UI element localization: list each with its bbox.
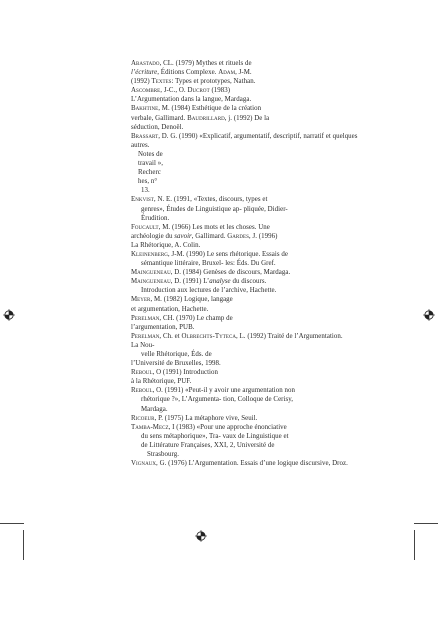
crop-mark-bottom-left-horizontal xyxy=(0,523,24,524)
reference-text: Recherc xyxy=(138,169,161,177)
reference-text: 13. xyxy=(141,187,150,195)
author-name: Perelman xyxy=(131,332,160,340)
bibliography-line xyxy=(131,350,363,359)
registration-mark-bottom-icon xyxy=(195,530,207,542)
reference-text: du sens métaphorique», Tra- vaux de Linguistique et xyxy=(141,432,289,440)
bibliography-line xyxy=(131,459,363,468)
crop-mark-bottom-left-vertical xyxy=(23,530,24,560)
reference-text: , D. G. (1990) «Explicatif, argumentatif, descriptif, narratif et quelques xyxy=(158,132,358,140)
bibliography-line xyxy=(131,205,363,214)
bibliography-line xyxy=(131,414,363,423)
bibliography-line xyxy=(131,186,363,195)
bibliography-list xyxy=(131,59,363,468)
reference-text: , CH. (1970) Le champ de xyxy=(159,314,233,322)
registration-mark-right-icon xyxy=(423,309,435,321)
bibliography-line xyxy=(131,441,363,450)
author-name: Baudrillard xyxy=(187,114,225,122)
bibliography-line xyxy=(131,104,363,113)
reference-text: , M. (1966) Les mots et les choses. Une xyxy=(158,223,270,231)
bibliography-line xyxy=(131,177,363,186)
reference-text: du discours. xyxy=(230,278,267,286)
bibliography-line xyxy=(131,332,363,341)
bibliography-line xyxy=(131,395,363,404)
reference-text: , Éditions Complexe. xyxy=(157,69,219,77)
author-name: Ascombre xyxy=(131,87,161,95)
reference-text: , J-M. xyxy=(235,69,252,77)
author-name: Kleinenberg xyxy=(131,250,168,258)
reference-text: (1992) xyxy=(131,78,152,86)
bibliography-line xyxy=(131,277,363,286)
bibliography-line xyxy=(131,432,363,441)
author-name: Textes xyxy=(151,78,172,86)
reference-text: Notes de xyxy=(138,150,163,158)
bibliography-line xyxy=(131,368,363,377)
bibliography-line xyxy=(131,159,363,168)
bibliography-line xyxy=(131,268,363,277)
bibliography-line xyxy=(131,314,363,323)
author-name: Foucault xyxy=(131,223,159,231)
reference-text: , J. (1996) xyxy=(248,232,278,240)
crop-mark-bottom-right-horizontal xyxy=(414,523,438,524)
reference-text: , O. (1991) «Peut-il y avoir une argumentation non xyxy=(152,387,296,395)
reference-text: verbale, Gallimard. xyxy=(131,114,188,122)
reference-text: , D. (1991) L’ xyxy=(170,278,210,286)
reference-text: , P. (1975) La métaphore vive, Seuil. xyxy=(154,414,258,422)
registration-mark-left-icon xyxy=(3,309,15,321)
reference-text: , L. (1992) Traité de l’Argumentation. xyxy=(236,332,343,340)
bibliography-line xyxy=(131,377,363,386)
reference-text: , CL. (1979) Mythes et rituels de xyxy=(159,60,252,67)
reference-text: de Littérature Françaises, XXI, 2, Université de xyxy=(141,441,275,449)
author-name: Ricoeur xyxy=(131,414,155,422)
reference-text: autres. xyxy=(131,141,150,149)
author-name: Abastado xyxy=(131,60,160,67)
bibliography-line xyxy=(131,132,363,141)
bibliography-line xyxy=(131,214,363,223)
reference-text: , J-C., O. xyxy=(160,87,188,95)
author-name: Tamba-Mecz xyxy=(131,423,169,431)
author-name: Vignaux xyxy=(131,460,157,468)
author-name: Enkvist xyxy=(131,196,154,204)
bibliography-line xyxy=(131,68,363,77)
italic-text: savoir xyxy=(174,232,192,240)
author-name: Maingueneau xyxy=(131,269,171,277)
reference-text: Érudition. xyxy=(141,214,170,222)
reference-text: , N. E. (1991, «Textes, discours, types et xyxy=(153,196,268,204)
author-name: Brassart xyxy=(131,132,159,140)
author-name: Gardes xyxy=(227,232,249,240)
bibliography-line xyxy=(131,114,363,123)
author-name: Reboul xyxy=(131,387,153,395)
reference-text: séduction, Denoël. xyxy=(131,123,184,131)
bibliography-line xyxy=(131,423,363,432)
reference-text: (1983) xyxy=(209,87,231,95)
reference-text: La Nou- xyxy=(131,341,155,349)
bibliography-line xyxy=(131,77,363,86)
bibliography-line xyxy=(131,241,363,250)
bibliography-line xyxy=(131,295,363,304)
author-name: Maingueneau xyxy=(131,278,171,286)
bibliography-line xyxy=(131,195,363,204)
author-name: Ducrot xyxy=(187,87,210,95)
reference-text: , J-M. (1990) Le sens rhétorique. Essais de xyxy=(167,250,288,258)
reference-text: Mardaga. xyxy=(141,405,168,413)
reference-text: , D. (1984) Genèses de discours, Mardaga. xyxy=(170,269,291,277)
bibliography-line xyxy=(131,123,363,132)
bibliography-line xyxy=(131,259,363,268)
reference-text: et argumentation, Hachette. xyxy=(131,305,209,313)
bibliography-line xyxy=(131,150,363,159)
author-name: Perelman xyxy=(131,314,160,322)
bibliography-line xyxy=(131,95,363,104)
reference-text: , M. (1984) Esthétique de la création xyxy=(158,105,262,113)
reference-text: travail », xyxy=(138,160,163,168)
bibliography-line xyxy=(131,168,363,177)
bibliography-line xyxy=(131,341,363,350)
bibliography-line xyxy=(131,405,363,414)
reference-text: , O (1991) Introduction xyxy=(152,369,219,377)
bibliography-line xyxy=(131,323,363,332)
reference-text: , G. (1976) L’Argumentation. Essais d’une logique discursive, Droz. xyxy=(156,460,348,468)
reference-text: l’Université de Bruxelles, 1998. xyxy=(131,360,221,368)
reference-text: Strasbourg. xyxy=(147,451,180,459)
bibliography-line xyxy=(131,86,363,95)
italic-text: analyse xyxy=(209,278,231,286)
reference-text: hes, n° xyxy=(138,178,158,186)
bibliography-line xyxy=(131,286,363,295)
reference-text: , j. (1992) De la xyxy=(224,114,270,122)
reference-text: , Ch. et xyxy=(159,332,182,340)
bibliography-line xyxy=(131,250,363,259)
crop-mark-bottom-right-vertical xyxy=(414,530,415,560)
reference-text: rhétorique ?», L’Argumenta- tion, Colloque de Cerisy, xyxy=(141,396,294,404)
reference-text: La Rhétorique, A. Colin. xyxy=(131,241,201,249)
author-name: Adam xyxy=(218,69,236,77)
reference-text: , M. (1982) Logique, langage xyxy=(150,296,233,304)
bibliography-line xyxy=(131,450,363,459)
bibliography-line xyxy=(131,305,363,314)
reference-text: L’Argumentation dans la langue, Mardaga. xyxy=(131,96,252,104)
reference-text: à la Rhétorique, PUF. xyxy=(131,378,192,386)
bibliography-line xyxy=(131,223,363,232)
reference-text: archéologie du xyxy=(131,232,175,240)
bibliography-line xyxy=(131,59,363,68)
reference-text: l’argumentation, PUB. xyxy=(131,323,195,331)
author-name: Olbrechts-Tyteca xyxy=(181,332,236,340)
reference-text: sémantique littéraire, Bruxel- les: Éds. Du Gref. xyxy=(141,260,276,268)
reference-text: : Types et prototypes, Nathan. xyxy=(171,78,256,86)
reference-text: , Gallimard. xyxy=(191,232,228,240)
reference-text: , I (1983) «Pour une approche énonciative xyxy=(168,423,287,431)
author-name: Bakhtine xyxy=(131,105,159,113)
bibliography-line xyxy=(131,386,363,395)
reference-text: velle Rhétorique, Éds. de xyxy=(141,351,212,358)
author-name: Meyer xyxy=(131,296,151,304)
author-name: Reboul xyxy=(131,369,153,377)
italic-text: l’écriture xyxy=(131,69,158,77)
reference-text: Introduction aux lectures de l’archive, Hachette. xyxy=(141,287,277,295)
bibliography-line xyxy=(131,232,363,241)
bibliography-line xyxy=(131,141,363,150)
reference-text: genres», Études de Linguistique ap- pliquée, Didier- xyxy=(141,205,288,213)
bibliography-line xyxy=(131,359,363,368)
